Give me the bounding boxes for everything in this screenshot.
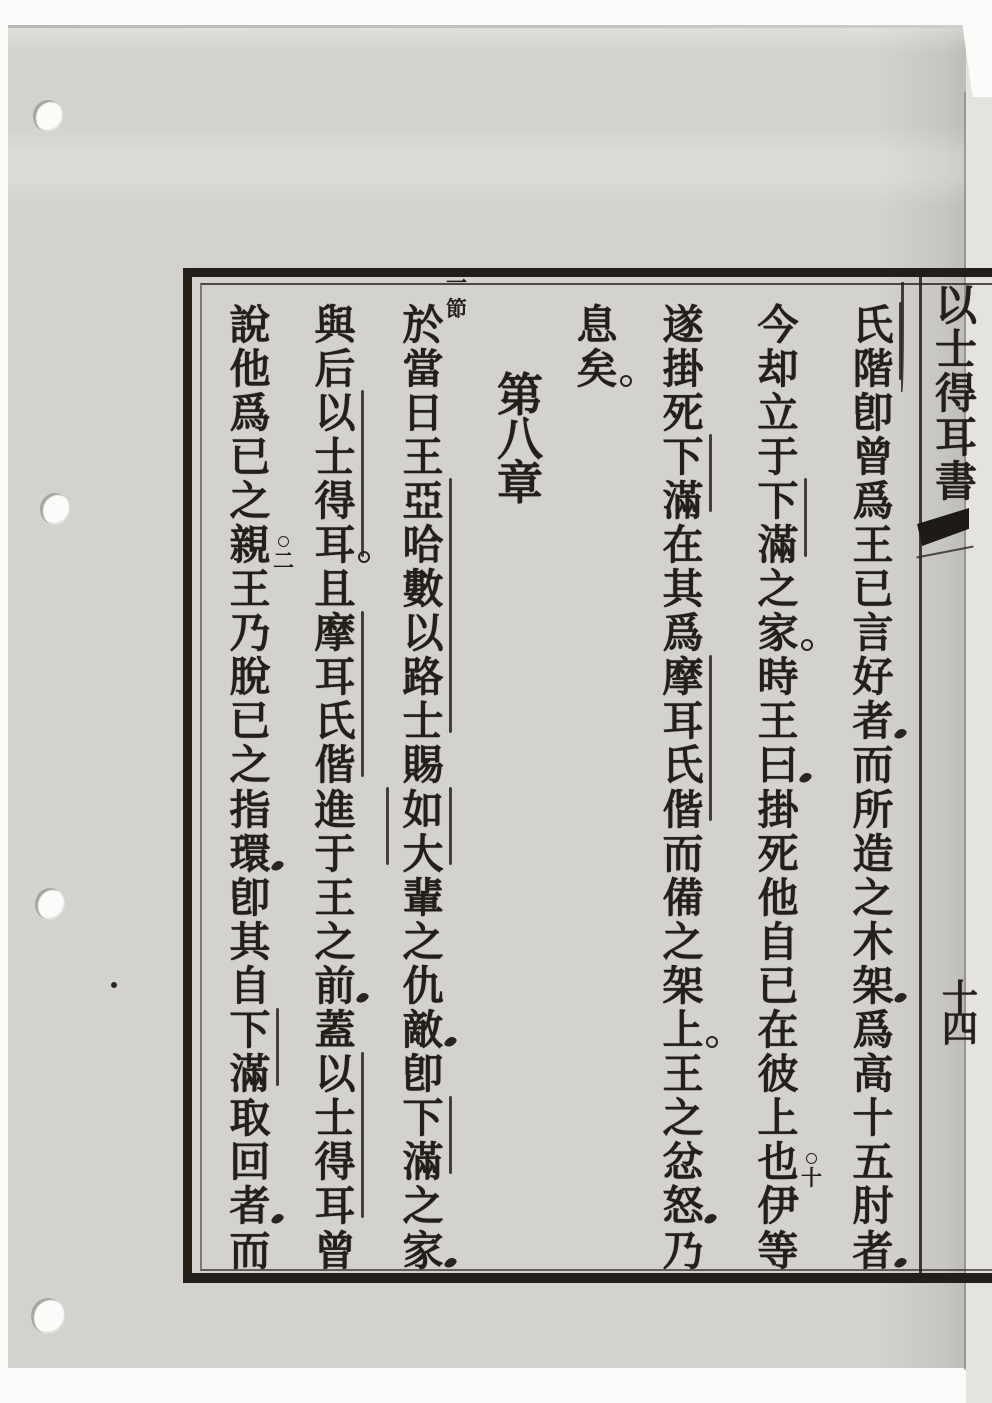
glyph: 后 [314, 344, 356, 393]
glyph: 亞 [402, 476, 444, 525]
verse-badge-glyph: 一 [446, 270, 467, 295]
glyph: 賜 [402, 741, 444, 790]
glyph: 其 [229, 917, 271, 966]
glyph: 指 [229, 785, 271, 834]
book-title-glyphs [924, 281, 988, 506]
proper-name-mark [386, 787, 389, 865]
glyph: 已 [229, 697, 271, 746]
verse-badge-glyph: 十 [801, 1165, 822, 1190]
glyph: 掛 [662, 344, 704, 393]
punch-hole [40, 493, 70, 525]
glyph: 息 [576, 300, 618, 349]
glyph: 數 [402, 565, 444, 614]
glyph: 氏 [852, 300, 894, 349]
glyph: 當 [402, 344, 444, 393]
proper-name-mark [709, 434, 712, 512]
glyph: 卽 [402, 1050, 444, 1099]
banxin-divider-rule [919, 277, 922, 1273]
glyph: 第 [497, 367, 543, 422]
glyph: 路 [402, 653, 444, 702]
glyph: 之 [314, 917, 356, 966]
glyph: 滿 [662, 476, 704, 525]
glyph: 以 [314, 388, 356, 437]
glyph: 爲 [852, 1006, 894, 1055]
verse-badge-glyph: 二 [273, 547, 294, 573]
glyph: 彼 [757, 1050, 799, 1099]
glyph: 而 [852, 741, 894, 790]
glyph: 乃 [662, 1226, 704, 1275]
punch-hole [35, 888, 65, 920]
glyph: 他 [229, 344, 271, 393]
proper-name-mark [276, 1008, 279, 1086]
glyph: 者 [852, 1226, 894, 1275]
glyph: 乃 [229, 609, 271, 658]
glyph: 卽 [229, 873, 271, 922]
glyph: 高 [852, 1050, 894, 1099]
glyph: 肘 [852, 1182, 894, 1231]
glyph: 他 [757, 873, 799, 922]
text-column [746, 299, 822, 1275]
glyph: 親 [229, 521, 271, 570]
glyph: 十 [941, 977, 978, 1019]
glyph: 下 [757, 476, 799, 525]
glyph: 王 [402, 432, 444, 481]
glyph: 與 [314, 300, 356, 349]
glyph: 上 [757, 1094, 799, 1143]
verse-badge-glyph: 節 [446, 296, 467, 321]
glyph: 曾 [852, 432, 894, 481]
glyph: 大 [402, 829, 444, 878]
glyph: 前 [314, 961, 356, 1010]
folio-number-glyphs [928, 977, 986, 1050]
glyph: 之 [852, 873, 894, 922]
glyph: 好 [852, 653, 894, 702]
glyph: 曾 [314, 1226, 356, 1275]
punch-hole [33, 100, 63, 132]
glyph: 架 [662, 961, 704, 1010]
glyph: 今 [757, 300, 799, 349]
glyph: 曰 [757, 741, 799, 790]
glyph: 造 [852, 829, 894, 878]
glyph: 耳 [314, 521, 356, 570]
glyph: 耳 [934, 413, 977, 462]
glyph: 氏 [662, 741, 704, 790]
glyph: 八 [497, 411, 543, 466]
glyph: 哈 [402, 521, 444, 570]
glyph: 而 [662, 829, 704, 878]
paper-top-edge [8, 25, 966, 28]
glyph: 以 [402, 609, 444, 658]
glyph: 王 [757, 697, 799, 746]
glyph: 摩 [662, 653, 704, 702]
glyph: 王 [229, 565, 271, 614]
glyph: 所 [852, 785, 894, 834]
glyph: 立 [757, 388, 799, 437]
glyph: 於 [402, 300, 444, 349]
glyph: 忿 [662, 1138, 704, 1187]
period-mark [620, 375, 632, 387]
glyph: 士 [402, 697, 444, 746]
glyph: 已 [229, 432, 271, 481]
glyph: 且 [314, 565, 356, 614]
glyph: 已 [852, 565, 894, 614]
text-column [391, 270, 467, 1275]
proper-name-mark [449, 1096, 452, 1174]
glyph: 爲 [852, 476, 894, 525]
glyph: 之 [229, 476, 271, 525]
glyph: 日 [402, 388, 444, 437]
glyph: 偕 [314, 741, 356, 790]
text-column [303, 299, 367, 1275]
glyph: 家 [757, 609, 799, 658]
glyph: 時 [757, 653, 799, 702]
glyph: 耳 [314, 1182, 356, 1231]
glyph: 卽 [852, 388, 894, 437]
glyph: 木 [852, 917, 894, 966]
glyph: 其 [662, 565, 704, 614]
glyph: 死 [662, 388, 704, 437]
verse-badge-ring [278, 536, 289, 547]
glyph: 等 [757, 1226, 799, 1275]
glyph: 說 [229, 300, 271, 349]
glyph: 四 [941, 1008, 978, 1050]
glyph: 王 [852, 521, 894, 570]
text-column [218, 299, 294, 1275]
punch-hole [31, 1298, 65, 1334]
glyph: 自 [229, 961, 271, 1010]
glyph: 之 [662, 1094, 704, 1143]
glyph: 死 [757, 829, 799, 878]
glyph: 王 [662, 1050, 704, 1099]
glyph: 章 [497, 455, 543, 510]
glyph: 脫 [229, 653, 271, 702]
proper-name-mark [901, 282, 904, 392]
glyph: 者 [852, 697, 894, 746]
glyph: 氏 [314, 697, 356, 746]
glyph: 滿 [229, 1050, 271, 1099]
glyph: 也 [757, 1138, 799, 1187]
glyph: 回 [229, 1138, 271, 1187]
proper-name-mark [804, 478, 807, 556]
glyph: 下 [229, 1006, 271, 1055]
glyph: 以 [314, 1050, 356, 1099]
glyph: 摩 [314, 609, 356, 658]
glyph: 偕 [662, 785, 704, 834]
proper-name-mark [449, 787, 452, 865]
verse-number-badge [446, 271, 467, 321]
glyph: 之 [402, 917, 444, 966]
proper-name-mark [361, 611, 364, 777]
glyph: 者 [229, 1182, 271, 1231]
glyph: 滿 [402, 1138, 444, 1187]
glyph: 士 [934, 325, 977, 374]
glyph: 而 [229, 1226, 271, 1275]
glyph: 得 [314, 1138, 356, 1187]
verse-badge-ring [806, 1153, 817, 1164]
glyph: 怒 [662, 1182, 704, 1231]
text-column [841, 299, 905, 1275]
glyph: 之 [757, 565, 799, 614]
glyph: 得 [314, 476, 356, 525]
glyph: 遂 [662, 300, 704, 349]
text-column [651, 299, 715, 1275]
glyph: 爲 [229, 388, 271, 437]
proper-name-mark [709, 655, 712, 821]
glyph: 環 [229, 829, 271, 878]
glyph: 之 [662, 917, 704, 966]
glyph: 備 [662, 873, 704, 922]
glyph: 在 [662, 521, 704, 570]
glyph: 掛 [757, 785, 799, 834]
glyph: 在 [757, 1006, 799, 1055]
glyph: 耳 [314, 653, 356, 702]
glyph: 矣 [576, 344, 618, 393]
chapter-heading-column [488, 367, 552, 510]
glyph: 滿 [757, 521, 799, 570]
glyph: 士 [314, 1094, 356, 1143]
glyph: 進 [314, 785, 356, 834]
glyph: 十 [852, 1094, 894, 1143]
glyph: 以 [934, 281, 977, 330]
glyph: 輩 [402, 873, 444, 922]
glyph: 蓋 [314, 1006, 356, 1055]
glyph: 自 [757, 917, 799, 966]
glyph: 取 [229, 1094, 271, 1143]
proper-name-mark [449, 478, 452, 733]
proper-name-mark [361, 390, 364, 556]
glyph: 家 [402, 1226, 444, 1275]
glyph: 之 [402, 1182, 444, 1231]
glyph: 耳 [662, 697, 704, 746]
glyph: 下 [402, 1094, 444, 1143]
glyph: 得 [934, 369, 977, 418]
glyph: 下 [662, 432, 704, 481]
glyph: 王 [314, 873, 356, 922]
glyph: 仇 [402, 961, 444, 1010]
verse-number-badge [801, 1153, 822, 1190]
glyph: 于 [757, 432, 799, 481]
verse-number-badge [273, 536, 294, 573]
glyph: 敵 [402, 1006, 444, 1055]
ink-speck [111, 982, 117, 988]
glyph: 架 [852, 961, 894, 1010]
glyph: 伊 [757, 1182, 799, 1231]
glyph: 階 [852, 344, 894, 393]
glyph: 却 [757, 344, 799, 393]
glyph: 上 [662, 1006, 704, 1055]
glyph: 言 [852, 609, 894, 658]
glyph: 如 [402, 785, 444, 834]
glyph: 書 [934, 457, 977, 506]
glyph: 爲 [662, 609, 704, 658]
glyph: 士 [314, 432, 356, 481]
glyph: 之 [229, 741, 271, 790]
proper-name-mark [361, 1052, 364, 1218]
glyph: 于 [314, 829, 356, 878]
text-column [565, 299, 629, 393]
glyph: 已 [757, 961, 799, 1010]
glyph: 五 [852, 1138, 894, 1187]
